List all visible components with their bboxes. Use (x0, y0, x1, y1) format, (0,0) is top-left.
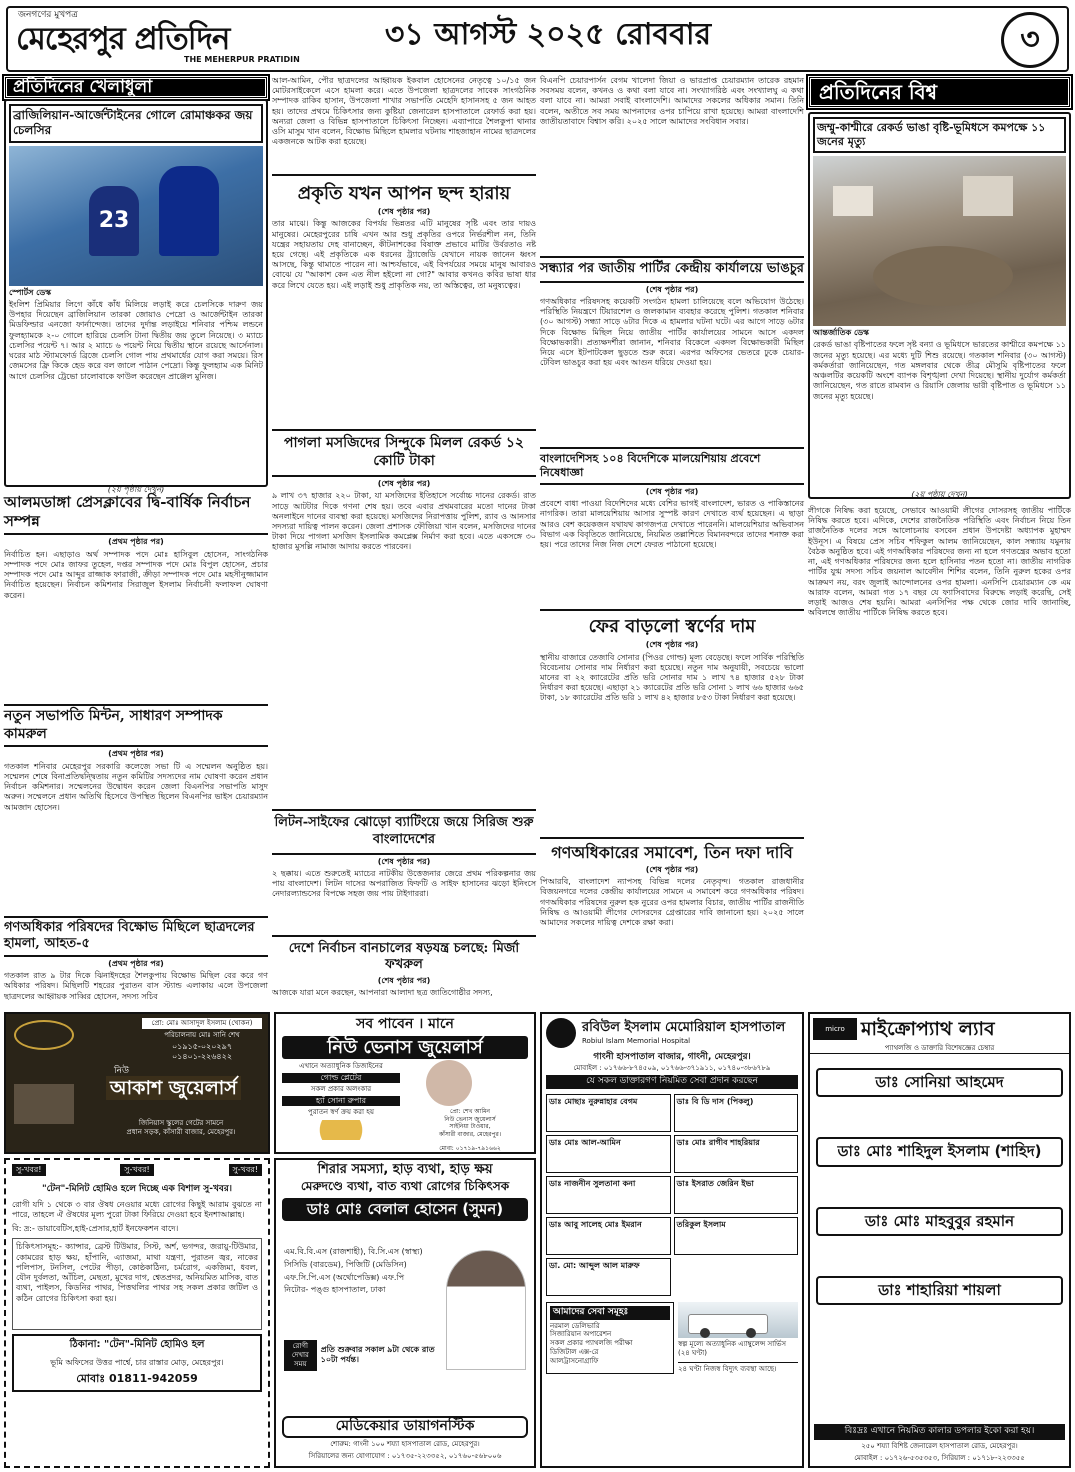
col3-intro: বিএনপি চেয়ারপার্সন বেগম খালেদা জিয়া ও ভারপ্রাপ্ত চেয়ারম্যান তারেক রহমান সবসময় বলেন, কখনও ও কথা বলা যাবে না। সংখ্যাগরিষ্ঠ এবং সংখ্যালঘু এ কথা বলা যাবে না। আমরা সবাই বাংলাদেশি। আমাদের সকলের অধিকার সমান। তিনি বলেন, অতীতে সব সময় আপনাদের ওপর চাপিয়ে রাখা হয়েছে। আমরা বাংলাদেশি জাতীয়তাবাদে বিশ্বাস করি। ২০২৫ সালে আমাদের সংবিধান সবার। (540, 76, 804, 126)
hospital-doctor-name: ডাঃ বি ডি দাস (পিকলু) (674, 1094, 799, 1132)
micropath-tagline: প্যাথলজি ও ডাক্তারি বিশেষজ্ঞের চেম্বার (810, 1044, 1069, 1054)
good-news-badge: সু-খবর! (229, 1164, 263, 1176)
gold-body: স্থানীয় বাজারে তেজাবি সোনার (পিওর গোল্ড) মূল্য বেড়েছে। ফলে সার্বিক পরিস্থিতি বিবেচনায় সোনার দাম নির্ধারণ করা হয়েছে। নতুন দাম অনুযায়ী, সবচেয়ে ভালো মানের বা ২২ ক্যারেটের প্রতি ভরি সোনার দাম ১ লাখ ৭৪ হাজার ৫২৮ টাকা নির্ধারণ করা হয়েছে। এছাড়া ২১ ক্যারেটের প্রতি ভরি সোনা ১ লাখ ৬৬ হাজার ৬৬৫ টাকা, ১৮ ক্যারেটের প্রতি ভরি ১ লাখ ৪২ হাজার ৮৫৩ টাকা নির্ধারণ করা হয়েছে। (540, 652, 804, 703)
micropath-name: মাইক্রোপ্যাথ ল্যাব (861, 1018, 995, 1040)
akash-phones: ০১৯১৫-০২০২৯৭ ০১৪০১-২২৬৪২২ (171, 1042, 233, 1062)
new-venus-jewellers-ad (274, 1012, 536, 1154)
akash-proprietor: প্রো: মোঃ আসাদুল ইসলাম (খোকন) (142, 1018, 262, 1029)
nature-headline: প্রকৃতি যখন আপন ছন্দ হারায় (272, 174, 536, 205)
player-jersey-icon: 23 (89, 186, 139, 256)
belal-time-label: রোগী দেখার সময় (284, 1340, 317, 1371)
micropath-doctor-name: ডাঃ শাহারিয়া শায়লা (816, 1276, 1063, 1305)
owner-photo (426, 1060, 472, 1106)
mintu-body: গতকাল শনিবার মেহেরপুর সরকারি কলেজে সভা টি এ সম্মেলন অনুষ্ঠিত হয়। সম্মেলন শেষে বিনাপ্রতিদ্বন্দ্বিতায় নতুন কমিটির সদস্যদের নাম ঘোষণা করেন প্রধান নির্বাচন কমিশনার। সম্মেলনের উদ্বোধন করেন জেলা বিএনপির সভাপতি মাসুদ অরুন। সম্মেলনে প্রধান অতিথি হিসেবে উপস্থিত ছিলেন বিএনপির ভাইস চেয়ারম্যান আমজাদ হোসেন। (4, 761, 268, 812)
venus-line1: এখানে অত্যাধুনিক ডিজাইনের (299, 1062, 383, 1070)
ga-rally-body: পিআরবি, বাংলাদেশ ন্যাপসহ বিভিন্ন দলের নেতৃবৃন্দ। গতকাল রাজধানীর বিজয়নগরে দলের কেন্দ্রীয় কার্যালয়ের সামনে এ সমাবেশ করে গণঅধিকার পরিষদ। গণঅধিকার পরিষদের নুরুল হক নুরের ওপর হামলার বিচার, জাতীয় পার্টির রাজনীতি নিষিদ্ধ ও আওয়ামী লীগের দোসরদের গ্রেপ্তারের দাবি জানানো হয়। ২০২৫ সালে আমাদের সকলের দায়িত্ব দেশকে রক্ষা করা। (540, 877, 804, 928)
venus-line2: গোল্ড প্লেটের (282, 1073, 400, 1083)
hospital-service-item: সকল প্রকার প্যাথলজি পরীক্ষা (550, 1339, 633, 1348)
akash-name: আকাশ জুয়েলার্স (106, 1076, 241, 1100)
col2-intro: আল-আমিন, পৌর ছাত্রদলের আহ্বায়ক ইকবাল হোসেনের নেতৃত্বে ১০/১৫ জন মোটরসাইকেলে এসে হামলা করে। এতে উপজেলা ছাত্রদলের সাবেক সাংগঠনিক সম্পাদক রাকিব হাসান, উপজেলা শাখার সভাপতি মেহেদি হাসানসহ ৫ জন আহত হয়। তাদের প্রথমে চিকিৎসার জন্য কুষ্টিয়া জেনারেল হাসপাতালে রেফার্ড করা হয়। অন্যরা জেলা ও বিভিন্ন হাসপাতালে চিকিৎসা নিচ্ছেন। এব্যাপারে শৈলকুপা থানার ওসি মাসুম খান বলেন, বিক্ষোভ মিছিলে হামলার ঘটনায় শাহজাহান নামের ছাত্রদলের একজনকে আটক করা হয়েছে। (272, 76, 536, 147)
house-icon (833, 186, 873, 216)
venus-phone: মোবা: ০১৭১৯-৭৯১৬৬২ (439, 1145, 501, 1152)
venus-name: নিউ ভেনাস জুয়েলার্স (282, 1036, 528, 1059)
ambulance-icon (678, 1302, 798, 1338)
nature-ref: (শেষ পৃষ্ঠার পর) (377, 207, 431, 217)
alamdanga-headline: আলমডাঙ্গা প্রেসক্লাবের দ্বি-বার্ষিক নির্বাচন সম্পন্ন (4, 493, 268, 535)
venus-line3: সকল প্রকার অলংকার (310, 1085, 372, 1094)
homeo-note: বি: দ্র:- ডায়াবেটিস,হাই-প্রেসার,হার্ট ইনফেকশন বাদে। (12, 1224, 179, 1234)
malaysia-body: প্রবেশে বাধা পাওয়া বিদেশিদের মধ্যে বেশির ভাগই বাংলাদেশ, ভারত ও পাকিস্তানের নাগরিক। তারা মালয়েশিয়ায় আসার সুস্পষ্ট কারণ দেখাতে ব্যর্থ হয়েছেন। এ ছাড়া আরও বেশ কয়েকজন যথাযথ কাগজপত্র দেখাতে পারেননি। মালয়েশিয়ার অভিবাসন বিভাগ এক বিবৃতিতে জানিয়েছে, নিয়মিত তল্লাশিতে বিমানবন্দরে তাদের শনাক্ত করা হয়। পরে তাদের নিজ নিজ দেশে ফেরত পাঠানো হয়েছে। (540, 499, 804, 550)
sports-section-title: প্রতিদিনের খেলাধুলা (4, 76, 268, 99)
sports-headline: ব্রাজিলিয়ান-আর্জেন্টাইনের গোলে রোমাঞ্চকর জয় চেলসির (9, 104, 263, 143)
cricket-body: ২ ছক্কায়। এতে শুরুতেই ম্যাচের নাটকীয় উত্তেজনার জেরে প্রথম পরিকল্পনার জয় পায় বাংলাদেশ। লিটন দাসের অপরাজিত ফিফটি ও সাইফ হাসানের ঝড়ো ইনিংসে নেদারল্যান্ডসের বিপক্ষে সহজ জয় পায় টাইগাররা। (272, 868, 536, 899)
akash-jewellers-ad (4, 1012, 270, 1154)
nature-body: তার মাঝে। কিন্তু আজকের বিপর্যয় ভিন্নতর এটি মানুষের সৃষ্টি এবং তার দায়ও মানুষের। মেহেরপুরের চাষি এখন আর শুধু প্রকৃতির ওপরে নির্ভরশীল নন, তিনি যন্ত্রের সহায়তায় দেহ বানাচ্ছেন, কীটনাশকের বিষাক্ত প্রভাবে মাটির উর্বরতাও নষ্ট হয়ে গেছে। এই প্রকৃতিকে এক ধরনের ট্র্যাজেডি যেখানে নায়ক জানেন ধ্বংস আসছে, কিন্তু থামাতে পারেন না। আশ্চর্যভাবে, এই বিপর্যয়ের সময়ে মানুষ আবারও বোঝে যে "আকাশ কেন এত নীল হইলো না গো?" আবার কখনও কবির ভাষা ধার করে লিখে যেতে হয়। এই লড়াই শুধু প্রাকৃতিক নয়, তা অস্তিত্বের, তা মনুষ্যত্বের। (272, 219, 536, 290)
issue-date: ৩১ আগস্ট ২০২৫ রোববার (384, 17, 712, 52)
malaysia-headline: বাংলাদেশিসহ ১০৪ বিদেশিকে মালয়েশিয়ায় প্রবেশে নিষেধাজ্ঞা (540, 447, 804, 485)
homeo-mobile: মোবাঃ 01811-942059 (76, 1372, 198, 1386)
world-section-title: প্রতিদিনের বিশ্ব (808, 76, 1071, 108)
ga-attack-body: গতকাল রাত ৯ টার দিকে ঝিনাইদহের শৈলকুপায় বিক্ষোভ মিছিল বের করে গণ অধিকার পরিষদ। মিছিলটি শহরের পুরাতন বাস স্ট্যান্ড এলাকায় এলে উপজেলা ছাত্রদলের আহ্বায়ক সাব্বির হোসেন, সদস্য সচিব (4, 971, 268, 1001)
micropath-logo-icon: micro (813, 1018, 857, 1040)
venus-owner: প্রো: শেখ আমিন নিউ ভেনাস জুয়েলার্স সাইনিয়া টাওয়ার, কাঁসারী বাজার, মেহেরপুর। (438, 1108, 501, 1139)
mirza-ref: (শেষ পৃষ্ঠার পর) (377, 976, 431, 986)
hospital-doctor-name: তরিকুল ইসলাম (674, 1217, 799, 1255)
hospital-ambulance: স্বল্প মূল্যে অত্যাধুনিক এ্যাম্বুলেন্স সার্ভিস (২৪ ঘণ্টা) (678, 1339, 787, 1357)
flood-photo (813, 156, 1066, 326)
micropath-doctor-list (810, 1068, 1069, 1305)
world-body: রেকর্ড ভাঙা বৃষ্টিপাতের ফলে সৃষ্ট বন্যা ও ভূমিধসে ভারতের কাশ্মীরে কমপক্ষে ১১ জনের মৃত্যু হয়েছে। এর মধ্যে দুটি শিশু রয়েছে। গতকাল শনিবার (৩০ আগস্ট) কর্মকর্তারা জানিয়েছেন, গত মঙ্গলবার থেকে তীব্র মৌসুমি বৃষ্টিপাতের ফলে অঞ্চলটির কয়েকটি অংশে ব্যাপক বিশৃঙ্খলা দেখা দিয়েছে। স্থানীয় দুর্যোগ কর্মকর্তা জানিয়েছেন, গত রাতে রামবান ও রিয়াসি জেলায় ভারী বৃষ্টিপাত ও ভূমিধসে ১১ জনের মৃত্যু হয়েছে। (813, 340, 1066, 401)
akash-manager: পরিচালনায় মোঃ সানি শেখ (164, 1031, 240, 1039)
world-section (808, 76, 1071, 106)
flood-water-icon (873, 246, 1013, 306)
world-headline: জম্মু-কাশ্মীরে রেকর্ড ভাঙা বৃষ্টি-ভূমিধসে কমপক্ষে ১১ জনের মৃত্যু (813, 117, 1066, 153)
dr-belal-ad (274, 1158, 536, 1468)
ga-rally-headline: গণঅধিকারের সমাবেশ, তিন দফা দাবি (540, 837, 804, 863)
masthead (6, 6, 1069, 72)
hospital-doctor-name: ডাঃ ইসরাত জেরিন ইভা (674, 1176, 799, 1214)
hospital-service-item: নরমাল ডেলিভারি (550, 1321, 600, 1330)
mintu-ref: (প্রথম পৃষ্ঠার পর) (108, 749, 164, 759)
venus-line5: পুরাতন স্বর্ণ ক্রয় করা হয় (307, 1108, 374, 1117)
akash-address: জিনিয়াস স্কুলের গেটের সামনে প্রধান সড়ক, কাঁসারী বাজার, মেহেরপুর। (126, 1119, 236, 1136)
mirza-body: আজকে যারা মনে করছেন, আপনারা আলাদা ছত্র জাতিগোষ্ঠীর সদস্য, (272, 988, 493, 998)
hospital-doctor-name: ডাঃ মোঃ আল-আমিন (546, 1135, 671, 1173)
doctor-photo (446, 1250, 526, 1370)
ga-attack-headline: গণঅধিকার পরিষদের বিক্ষোভ মিছিলে ছাত্রদলের হামলা, আহত-৫ (4, 916, 268, 957)
hospital-doctor-name: ডাঃ মোঃ রাগীব শাহরিয়ার (674, 1135, 799, 1173)
hospital-address: গাংনী হাসপাতাল বাজার, গাংনী, মেহেরপুর। (593, 1052, 751, 1062)
cricket-headline: লিটন-সাইফের ঝোড়ো ব্যাটিংয়ে জয়ে সিরিজ শুরু বাংলাদেশের (272, 809, 536, 854)
good-news-badge: সু-খবর! (120, 1164, 154, 1176)
hospital-service-item: ডিজিটাল এক্স-রে (550, 1348, 599, 1357)
hospital-services-list (550, 1322, 670, 1367)
mosque-ref: (শেষ পৃষ্ঠার পর) (377, 479, 431, 489)
necklace-icon (14, 1020, 74, 1050)
medicare-address: শোরুম: গাংনী ১০০ শয্যা হাসপাতাল রোড, মেহেরপুর। (330, 1440, 480, 1448)
micropath-doctor-name: ডাঃ সোনিয়া আহমেদ (816, 1068, 1063, 1097)
ga-attack-ref: (প্রথম পৃষ্ঠার পর) (108, 958, 164, 968)
medicare-diagnostic: মেডিকেয়ার ডায়াগনস্টিক (282, 1416, 528, 1438)
homeo-address: ভূমি অফিসের উত্তর পার্শ্বে, চার রাস্তার মোড়, মেহেরপুর। (50, 1358, 224, 1368)
sports-body: ইংলিশ প্রিমিয়ার লিগে কাঁধে কাঁধ মিলিয়ে লড়াই করে চেলসিকে দারুণ জয় উপহার দিয়েছেন ব্রাজিলিয়ান তারকা জোয়াও পেদ্রো ও আর্জেন্টাইন তারকা মিডফিল্ডার এনজো ফার্নান্দেজ। তাদের দুর্দান্ত লড়াইয়ে শনিবার পশ্চিম লন্ডনে ফুলহ্যামকে ২-০ গোলে হারিয়ে চেলসি টানা দ্বিতীয় জয় তুলে নিয়েছে। ৩ ম্যাচে চেলসির পয়েন্ট ৭। আর ২ ম্যাচে ৬ পয়েন্ট নিয়ে দ্বিতীয় স্থানে রয়েছে আর্সেনাল। ঘরের মাঠ স্ট্যামফোর্ড ব্রিজে চেলসি গোল পায় প্রথমার্ধের যোগ করা সময়ে। রিস জেমসের ফ্রি কিকে হেড করে বল জালে পাঠান পেদ্রো। কিন্তু ফুলহ্যাম এক মিনিট আগে চেলসির ট্রেভো চালোবাকে ফাউল করেছেন প্রাঞ্জেল মুনিজ। (9, 299, 263, 381)
hospital-doctor-name: ডাঃ নাজনীন সুলতানা কনা (546, 1176, 671, 1214)
hospital-doctor-name: ডা. মো: আব্দুল আল মারুফ (546, 1258, 671, 1296)
col5-body: লীগকে নিষিদ্ধ করা হয়েছে, সেভাবে আওয়ামী লীগের দোসরসহ জাতীয় পার্টিকে নিষিদ্ধ করতে হবে। এদিকে, দেশের রাজনৈতিক পরিস্থিতি এবং নির্বাচন নিয়ে তিন রাজনৈতিক দলের সঙ্গে আলোচনায় বসবেন প্রধান উপদেষ্টা অধ্যাপক মুহাম্মদ ইউনূস। এ বিষয়ে প্রেস সচিব শফিকুল আলম জানিয়েছেন, কাল সন্ধ্যায় যমুনায় বৈঠক অনুষ্ঠিত হবে। এই গণঅধিকার পরিষদের জন্য না হলে গণতন্ত্রের অভাব হতো না, এই গণঅধিকার পরিষদের জন্য হলে হাসিনার পতন হতো না। জাতীয় নাগরিক পার্টির যুগ্ম সদস্য সচিব জয়নাল আবেদীন শিশির বলেন, তিনি নুরুল হকের ওপর আক্রমণ নয়, বরং জুলাই আন্দোলনের ওপর হামলা। এনসিপি চেয়ারম্যান কে এম আরাফ বলেন, আমরা গত ১৭ বছর যে ফ্যাসিবাদের বিরুদ্ধে লড়াই করেছি, সেই লড়াই আজও শেষ হয়নি। আমরা এনসিপির পক্ষ থেকে জোর দাবি জানাচ্ছি, অবিলম্বে জাতীয় পার্টিকে নিষিদ্ধ করতে হবে। (808, 506, 1071, 618)
medicare-serial: সিরিয়ালের জন্য যোগাযোগ : ০১৭৩৫-২২৩৩৫২, ০১৭৬০-৫৬৮০০৬ (308, 1452, 502, 1460)
hospital-name: রবিউল ইসলাম মেমোরিয়াল হাসপাতাল (582, 1020, 786, 1036)
hospital-service-item: আলট্রাসনোগ্রাফি (550, 1357, 599, 1366)
good-news-badge: সু-খবর! (12, 1164, 46, 1176)
belal-top-line: শিরার সমস্যা, হাড় ব্যথা, হাড় ক্ষয় (317, 1162, 493, 1177)
newspaper-name: মেহেরপুর প্রতিদিন (16, 21, 230, 57)
col3-news (540, 76, 804, 1006)
belal-name: ডাঃ মোঃ বেলাল হোসেন (সুমন) (282, 1198, 528, 1221)
homeo-offer: রোগী যদি ১ থেকে ৩ বার ঔষধ নেওয়ার মধ্যে রোগের কিছুই আরাম বুঝতে না পারে, তাহলে ঐ ঔষধের মূল্য পুরো টাকা ফিরিয়ে দেওয়া হবে ইনশাআল্লাহ। (12, 1199, 262, 1219)
alamdanga-body: নির্বাচিত হন। এছাড়াও অর্থ সম্পাদক পদে মোঃ হাসিবুল হোসেন, সাংগঠনিক সম্পাদক পদে মোঃ জাফর তুহেল, দপ্তর সম্পাদক পদে মোঃ বিপুল হোসেন, প্রচার সম্পাদক পদে মোঃ আব্দুর রাজ্জাক ফারাজী, ক্রীড়া সম্পাদক পদে মোঃ মহসীনুজ্জামান নির্বাচিত হয়েছেন। নির্বাচন কমিশনার সিরাজুল ইসলাম নির্বাচনী ফলাফল ঘোষণা করেন। (4, 549, 268, 600)
col1-lower-news (4, 493, 268, 1003)
mosque-headline: পাগলা মসজিদের সিন্দুকে মিলল রেকর্ড ১২ কোটি টাকা (272, 429, 536, 477)
alamdanga-ref: (প্রথম পৃষ্ঠার পর) (108, 537, 164, 547)
player-figure-icon (159, 166, 219, 256)
sports-section (4, 76, 268, 97)
homeo-address-name: "টেন"-মিনিট হোমিও হল (104, 1339, 205, 1351)
newspaper-english-name: THE MEHERPUR PRATIDIN (184, 55, 300, 64)
mintu-headline: নতুন সভাপতি মিন্টন, সাধারণ সম্পাদক কামরুল (4, 704, 268, 748)
gold-bangles-icon (282, 1120, 400, 1140)
jp-office-headline: সন্ধ্যার পর জাতীয় পার্টির কেন্দ্রীয় কার্যালয়ে ভাঙচুর (540, 256, 804, 283)
hospital-logo-text: Robiul Islam Memorial Hospital (582, 1036, 691, 1045)
sports-article (4, 99, 268, 494)
sports-desk: স্পোর্টস ডেস্ক (9, 287, 52, 297)
cricket-ref: (শেষ পৃষ্ঠার পর) (377, 856, 431, 866)
jp-office-ref: (শেষ পৃষ্ঠার পর) (645, 284, 699, 294)
hospital-power: ২৪ ঘণ্টা নিজস্ব বিদ্যুৎ ব্যবস্থা আছে। (678, 1362, 798, 1374)
hospital-doctor-name: ডাঃ আবু সালেহ মোঃ ইমরান (546, 1217, 671, 1255)
micropath-doctor-name: ডাঃ মোঃ মাহবুবুর রহমান (816, 1207, 1063, 1236)
house-icon (963, 176, 1013, 216)
hospital-service-item: সিজারিয়ান অপারেশন (550, 1330, 612, 1339)
micropath-note: বিঃদ্রঃ এখানে নিয়মিত কালার ডপলার ইকো করা হয়। (814, 1424, 1065, 1440)
ga-rally-ref: (শেষ পৃষ্ঠার পর) (645, 864, 699, 874)
tagline: জনগণের মুখপত্র (18, 10, 78, 20)
robiul-islam-hospital-ad (540, 1012, 804, 1468)
gold-headline: ফের বাড়লো স্বর্ণের দাম (540, 609, 804, 638)
col5-lower-news (808, 506, 1071, 1006)
hospital-logo-icon (546, 1018, 576, 1048)
belal-degrees: এম.বি.বি.এস (রাজশাহী), বি.সি.এস (স্বাস্থ্য) সিসিডি (বারডেম), পিজিটি (মেডিসিন) এফ.সি.পি.এস (অর্থোপেডিক্স) এফ.পি নিটোর- পঙ্গু হাসপাতাল, ঢাকা (284, 1247, 423, 1295)
malaysia-ref: (শেষ পৃষ্ঠার পর) (645, 487, 699, 497)
venus-line4: হ্যাঁ সোনা রুপার (282, 1096, 400, 1106)
hospital-doctor-name: ডাঃ মোছাঃ নুরুন্নাহার বেগম (546, 1094, 671, 1132)
owner-photo (14, 1084, 74, 1124)
homeo-lead: "টেন"-মিনিট হোমিও হলে দিচ্ছে এক বিশাল সু-খবর। (41, 1184, 233, 1195)
belal-top-line2: মেরুদণ্ডে ব্যথা, বাত ব্যথা রোগের চিকিৎসক (300, 1178, 510, 1193)
hospital-banner: যে সকল ডাক্তারগণ নিয়মিত সেবা প্রদান করছেন (546, 1075, 798, 1089)
jp-office-body: গণঅধিকার পরিষদসহ কয়েকটি সংগঠন হামলা চালিয়েছে বলে অভিযোগ উঠেছে। পরিস্থিতি নিয়ন্ত্রণে টিয়ারশেল ও জলকামান ব্যবহার করেছে পুলিশ। গতকাল শনিবার (৩০ আগস্ট) সন্ধ্যা সাড়ে ৬টার দিকে এ হামলার ঘটনা ঘটে। এর আগে সাড়ে ৬টার দিকে বিক্ষোভ মিছিল নিয়ে জাতীয় পার্টির কার্যালয়ের সামনে আসে একদল বিক্ষোভকারী। প্রত্যক্ষদর্শীরা জানান, শনিবার বিকেলে একদল বিক্ষোভকারী মিছিল নিয়ে এসে ইটপাটকেল ছুড়তে শুরু করে। এরপর অফিসের ভেতরে ঢুকে চেয়ার-টেবিল ভাঙচুর করা হয় এবং আগুন ধরিয়ে দেওয়া হয়। (540, 296, 804, 368)
venus-tagline: সব পাবেন । মানে (356, 1016, 454, 1032)
mosque-body: ৯ লাখ ৩৭ হাজার ২২০ টাকা, যা মসজিদের ইতিহাসে সর্বোচ্চ দানের রেকর্ড। রাত সাড়ে আটটার দিকে গণনা শেষ হয়। তবে এবার প্রথমবারের মতো দানের টাকা অনলাইনে দানের ব্যবস্থা করা হয়েছে। মসজিদের নিরাপত্তায় পুলিশ, র‍্যাব ও আনসার সদস্যরা দায়িত্ব পালন করেন। জেলা প্রশাসক ফৌজিয়া খান বলেন, মসজিদের দানের টাকা দিয়ে পাগলা মসজিদ ইসলামিক কমপ্লেক্স নির্মাণ করা হবে। এতে একসঙ্গে ৩০ হাজার মুসল্লি নামাজ আদায় করতে পারবেন। (272, 491, 536, 552)
world-continued: (২য় পৃষ্ঠায় দেখুন) (911, 490, 968, 500)
sports-continued: (২য় পৃষ্ঠায় দেখুন) (107, 484, 165, 494)
hospital-services-heading: আমাদের সেবা সমূহঃ (550, 1306, 670, 1320)
homeo-treatments: চিকিৎসাসমূহ:- ক্যান্সার, ব্রেস্ট টিউমার, সিস্ট, অর্শ, ভগন্দর, জরায়ু-টিউমার, কোমরের হাড় ক্ষয়, হাঁপানি, এ্যাজমা, মাথা যন্ত্রণা, পুরাতন জ্বর, নাকের পলিপাস, টনসিল, পেটের পীড়া, কোষ্ঠকাঠিন্য, চর্মরোগ, একজিমা, ধবল, যৌন দুর্বলতা, আঁচিল, মেছতা, মুখের দাগ, শ্বেতপ্রদর, অনিয়মিত মাসিক, বাত ব্যথা, পাইলস, কিডনির পাথর, পিত্তথলির পাথর সহ সকল প্রকার জটিল ও কঠিন রোগের চিকিৎসা করা হয়। (12, 1238, 262, 1330)
hospital-doctor-list (542, 1092, 802, 1298)
micropath-address: ২৫০ শয্যা বিশিষ্ট জেনারেল হাসপাতাল রোড, মেহেরপুর। (861, 1442, 1018, 1450)
hospital-mobile: মোবাইল : ০১৭৬৬-৮৭৪৫০৯, ০১৭৬৬-৩৭১৯১১, ০১৭৪০-৩৮৬৭৮৯ (573, 1063, 771, 1072)
micropath-mobile: মোবাইল : ০১৭২৬-৫৩৫৩৫৩, সিরিয়াল : ০১৭১৮-২২৩৩৫৫ (854, 1454, 1025, 1462)
akash-new: নিউ (114, 1066, 129, 1076)
micropath-lab-ad (808, 1012, 1071, 1468)
ten-minute-homeo-ad (4, 1158, 270, 1468)
belal-time: প্রতি শুক্রবার সকাল ৯টা থেকে রাত ১০টা পর্যন্ত। (320, 1345, 435, 1365)
gold-ref: (শেষ পৃষ্ঠার পর) (645, 640, 699, 650)
homeo-address-label: ঠিকানা: (69, 1339, 101, 1351)
page-number: ৩ (1001, 12, 1059, 68)
world-desk: আন্তর্জাতিক ডেস্ক (813, 328, 869, 338)
mirza-headline: দেশে নির্বাচন বানচালের ষড়যন্ত্র চলছে: মির্জা ফখরুল (272, 935, 536, 974)
micropath-doctor-name: ডাঃ মোঃ শাহিদুল ইসলাম (শাহিদ) (816, 1137, 1063, 1166)
col2-news (272, 76, 536, 1006)
football-photo (9, 146, 263, 286)
world-article (808, 112, 1071, 499)
